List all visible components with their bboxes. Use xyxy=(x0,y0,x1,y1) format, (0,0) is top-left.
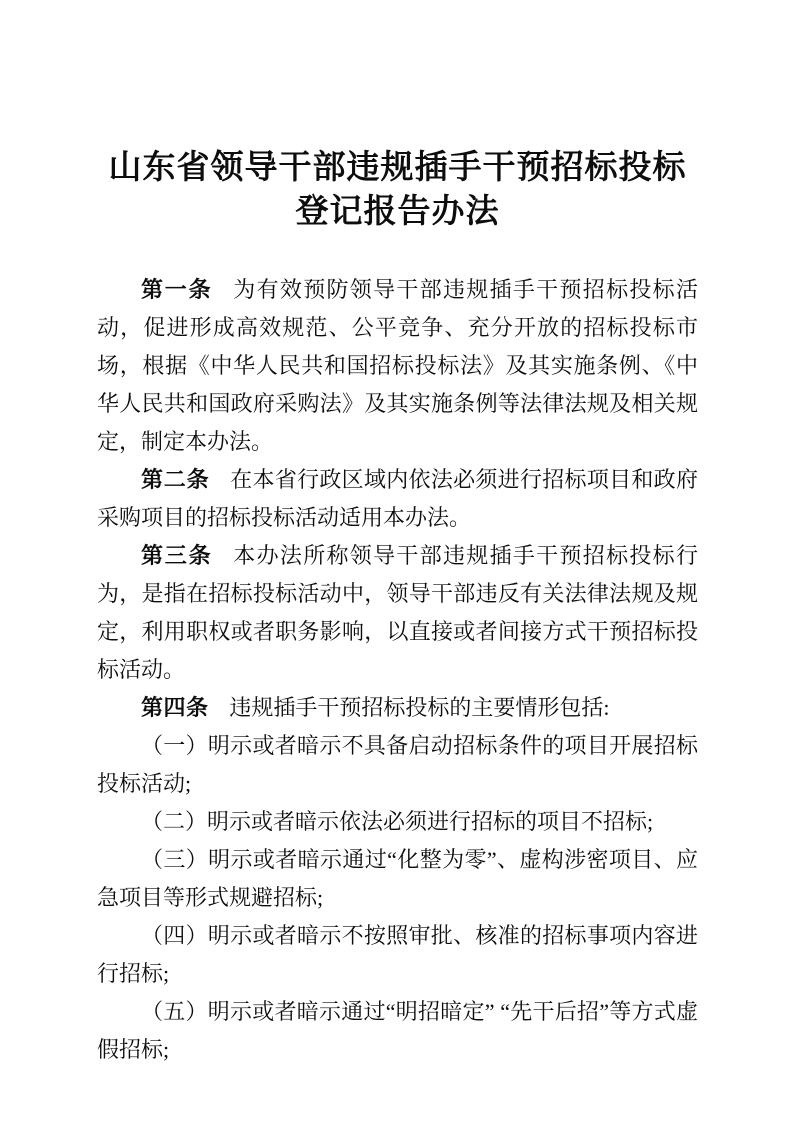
document-body xyxy=(97,271,698,1069)
paragraph-text: 违规插手干预招标投标的主要情形包括: xyxy=(229,695,610,720)
paragraph-text: 为有效预防领导干部违规插手干预招标投标活动，促进形成高效规范、公平竞争、充分开放的招标投标市场，根据《中华人民共和国招标投标法》及其实施条例、《中华人民共和国政府采购法》及其实施条例等法律法规及相关规定，制定本办法。 xyxy=(97,277,698,454)
document-paragraph xyxy=(97,461,698,537)
article-number-label: 第一条 xyxy=(141,277,213,302)
document-paragraph xyxy=(97,689,698,727)
document-paragraph xyxy=(97,917,698,993)
article-number-label: 第三条 xyxy=(141,543,213,568)
paragraph-text: （一）明示或者暗示不具备启动招标条件的项目开展招标投标活动; xyxy=(97,733,698,796)
document-paragraph xyxy=(97,537,698,689)
article-number-label: 第二条 xyxy=(141,467,210,492)
paragraph-text: （三）明示或者暗示通过“化整为零”、虚构涉密项目、应急项目等形式规避招标; xyxy=(97,847,698,910)
document-paragraph xyxy=(97,803,698,841)
paragraph-text: 在本省行政区域内依法必须进行招标项目和政府采购项目的招标投标活动适用本办法。 xyxy=(97,467,698,530)
document-paragraph xyxy=(97,993,698,1069)
paragraph-text: （四）明示或者暗示不按照审批、核准的招标事项内容进行招标; xyxy=(97,923,698,986)
article-number-label: 第四条 xyxy=(141,695,209,720)
document-title-line1: 山东省领导干部违规插手干预招标投标 xyxy=(108,150,687,186)
document-paragraph xyxy=(97,841,698,917)
paragraph-text: （二）明示或者暗示依法必须进行招标的项目不招标; xyxy=(141,809,654,834)
paragraph-text: 本办法所称领导干部违规插手干预招标投标行为，是指在招标投标活动中，领导干部违反有关法律法规及规定，利用职权或者职务影响，以直接或者间接方式干预招标投标活动。 xyxy=(97,543,698,682)
document-paragraph xyxy=(97,271,698,461)
paragraph-text: （五）明示或者暗示通过“明招暗定” “先干后招”等方式虚假招标; xyxy=(97,999,698,1062)
document-paragraph xyxy=(97,727,698,803)
document-title-line2: 登记报告办法 xyxy=(295,194,500,230)
document-title xyxy=(97,146,698,234)
